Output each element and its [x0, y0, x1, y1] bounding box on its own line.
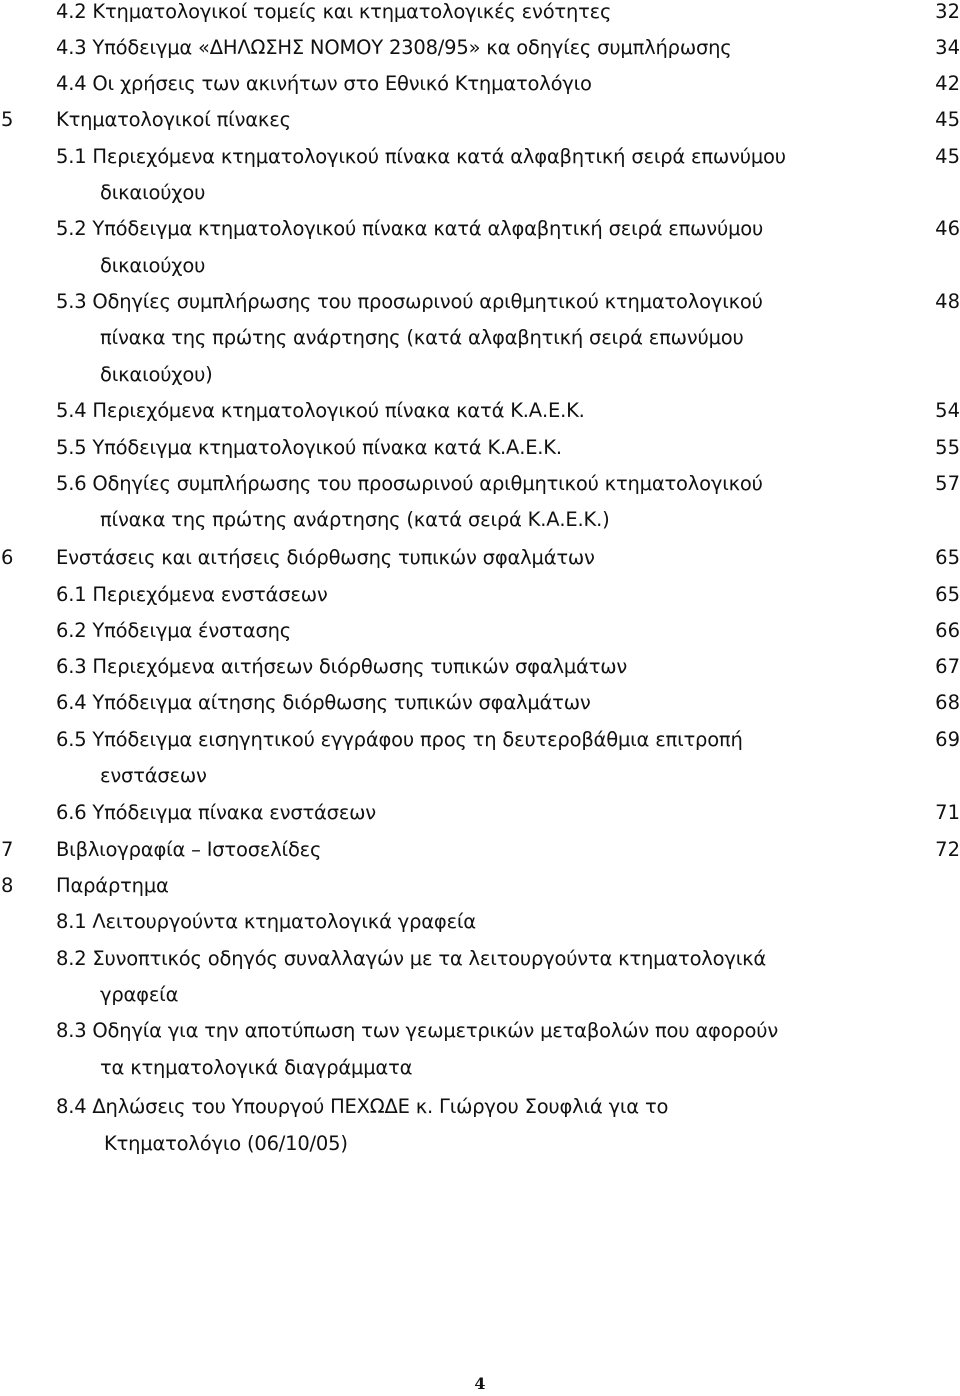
toc-entry-page: 32 — [935, 0, 960, 23]
toc-entry-text: 8.4 Δηλώσεις του Υπουργού ΠΕΧΩΔΕ κ. Γιώργου Σουφλιά για το — [56, 1095, 669, 1118]
toc-entry-page: 57 — [935, 472, 960, 495]
toc-entry-page: 42 — [935, 72, 960, 95]
toc-entry-page: 45 — [935, 108, 960, 131]
toc-entry-text: 6.5 Υπόδειγμα εισηγητικού εγγράφου προς τη δευτεροβάθμια επιτροπή — [56, 728, 743, 751]
toc-entry-text: 5.5 Υπόδειγμα κτηματολογικού πίνακα κατά Κ.Α.Ε.Κ. — [56, 436, 562, 459]
toc-entry-text-continued: πίνακα της πρώτης ανάρτησης (κατά σειρά Κ.Α.Ε.Κ.) — [100, 508, 610, 531]
toc-entry-text: 8.1 Λειτουργούντα κτηματολογικά γραφεία — [56, 910, 476, 933]
toc-entry-text: 6.3 Περιεχόμενα αιτήσεων διόρθωσης τυπικών σφαλμάτων — [56, 655, 628, 678]
toc-entry-page: 69 — [935, 728, 960, 751]
toc-entry-text-continued: Κτηματολόγιο (06/10/05) — [104, 1132, 348, 1155]
toc-entry-text: 5.4 Περιεχόμενα κτηματολογικού πίνακα κατά Κ.Α.Ε.Κ. — [56, 399, 585, 422]
toc-entry-page: 34 — [935, 36, 960, 59]
toc-entry-text: 8.2 Συνοπτικός οδηγός συναλλαγών με τα λειτουργούντα κτηματολογικά — [56, 947, 767, 970]
toc-entry-text: 5.3 Οδηγίες συμπλήρωσης του προσωρινού αριθμητικού κτηματολογικού — [56, 290, 763, 313]
toc-chapter-number: 8 — [1, 874, 14, 897]
toc-entry-text-continued: γραφεία — [100, 983, 179, 1006]
toc-chapter-number: 6 — [1, 546, 14, 569]
toc-entry-page: 68 — [935, 691, 960, 714]
toc-entry-text: 6.4 Υπόδειγμα αίτησης διόρθωσης τυπικών σφαλμάτων — [56, 691, 591, 714]
toc-chapter-number: 5 — [1, 108, 14, 131]
toc-entry-page: 46 — [935, 217, 960, 240]
toc-entry-text-continued: δικαιούχου — [100, 254, 206, 277]
toc-entry-text: 5.2 Υπόδειγμα κτηματολογικού πίνακα κατά αλφαβητική σειρά επωνύμου — [56, 217, 764, 240]
toc-entry-text: 8.3 Οδηγία για την αποτύπωση των γεωμετρικών μεταβολών που αφορούν — [56, 1019, 779, 1042]
toc-entry-text: 5.6 Οδηγίες συμπλήρωσης του προσωρινού αριθμητικού κτηματολογικού — [56, 472, 763, 495]
toc-entry-text: 4.2 Κτηματολογικοί τομείς και κτηματολογικές ενότητες — [56, 0, 612, 23]
toc-entry-text: 4.3 Υπόδειγμα «ΔΗΛΩΣΗΣ ΝΟΜΟΥ 2308/95» κα οδηγίες συμπλήρωσης — [56, 36, 732, 59]
page-number: 4 — [474, 1374, 486, 1393]
toc-entry-text: Κτηματολογικοί πίνακες — [56, 108, 291, 131]
toc-entry-text: Ενστάσεις και αιτήσεις διόρθωσης τυπικών σφαλμάτων — [56, 546, 595, 569]
toc-entry-text: 6.2 Υπόδειγμα ένστασης — [56, 619, 292, 642]
toc-entry-text: Βιβλιογραφία – Ιστοσελίδες — [56, 838, 322, 861]
toc-entry-page: 45 — [935, 145, 960, 168]
toc-entry-text-continued: τα κτηματολογικά διαγράμματα — [100, 1056, 413, 1079]
toc-entry-page: 71 — [935, 801, 960, 824]
toc-entry-page: 55 — [935, 436, 960, 459]
toc-entry-page: 65 — [935, 546, 960, 569]
toc-entry-page: 54 — [935, 399, 960, 422]
toc-entry-page: 72 — [935, 838, 960, 861]
toc-entry-text-continued: δικαιούχου) — [100, 363, 213, 386]
toc-entry-text-continued: δικαιούχου — [100, 181, 206, 204]
toc-entry-page: 65 — [935, 583, 960, 606]
toc-entry-text-continued: πίνακα της πρώτης ανάρτησης (κατά αλφαβητική σειρά επωνύμου — [100, 326, 744, 349]
toc-entry-text: 6.6 Υπόδειγμα πίνακα ενστάσεων — [56, 801, 376, 824]
toc-entry-page: 66 — [935, 619, 960, 642]
toc-chapter-number: 7 — [1, 838, 14, 861]
toc-entry-text: 4.4 Οι χρήσεις των ακινήτων στο Εθνικό Κτηματολόγιο — [56, 72, 592, 95]
toc-entry-text: 5.1 Περιεχόμενα κτηματολογικού πίνακα κατά αλφαβητική σειρά επωνύμου — [56, 145, 786, 168]
toc-entry-text: Παράρτημα — [56, 874, 169, 897]
toc-entry-text-continued: ενστάσεων — [100, 764, 207, 787]
toc-entry-text: 6.1 Περιεχόμενα ενστάσεων — [56, 583, 328, 606]
toc-entry-page: 67 — [935, 655, 960, 678]
toc-entry-page: 48 — [935, 290, 960, 313]
